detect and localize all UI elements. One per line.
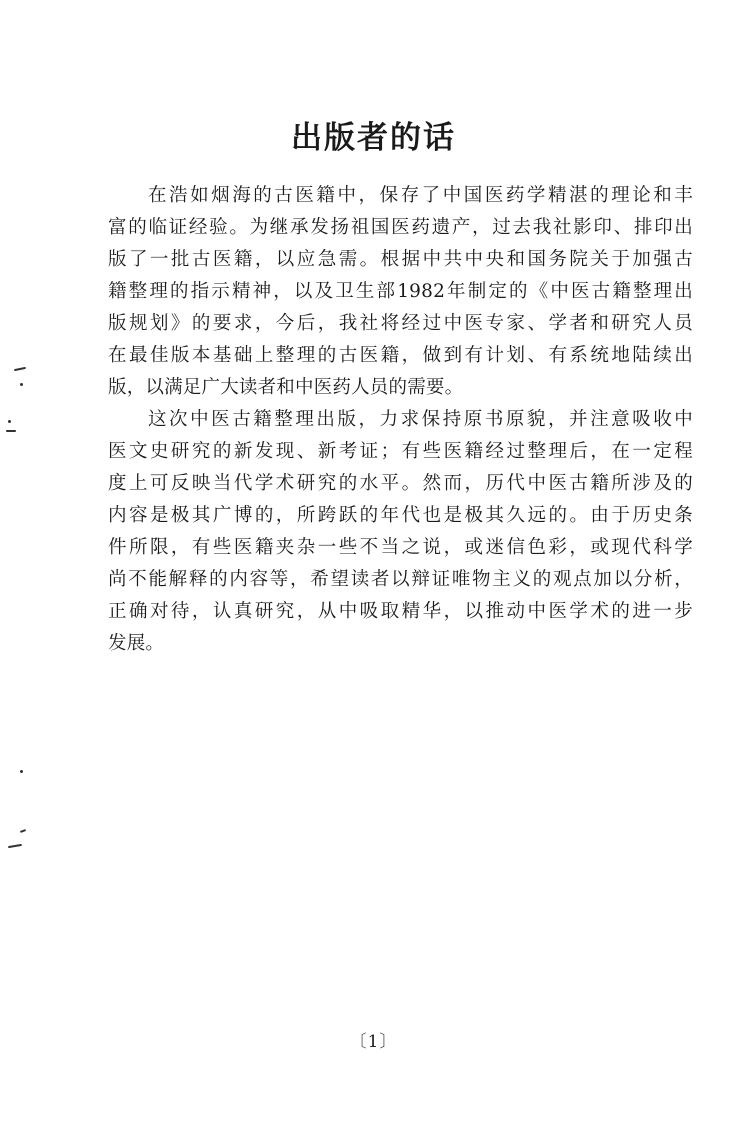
body-text [108, 180, 693, 660]
scan-mark [20, 770, 23, 773]
paragraph-2-line-6: 尚不能解释的内容等，希望读者以辩证唯物主义的观点加以分析， [108, 569, 693, 590]
scan-mark [14, 367, 26, 371]
paragraph-2-line-3: 度上可反映当代学术研究的水平。然而，历代中医古籍所涉及的 [108, 473, 693, 494]
paragraph-2-line-1: 这次中医古籍整理出版，力求保持原书原貌，并注意吸收中 [148, 409, 693, 430]
paragraph-2-line-4: 内容是极其广博的，所跨跃的年代也是极其久远的。由于历史条 [108, 505, 693, 526]
paragraph-2-line-8: 发展。 [108, 633, 165, 654]
paragraph-1-line-3: 版了一批古医籍，以应急需。根据中共中央和国务院关于加强古 [108, 249, 693, 270]
paragraph-2-line-7: 正确对待，认真研究，从中吸取精华，以推动中医学术的进一步 [108, 601, 693, 622]
paragraph-1-line-2: 富的临证经验。为继承发扬祖国医药遗产，过去我社影印、排印出 [108, 217, 693, 238]
scan-mark [20, 829, 26, 833]
scan-mark [6, 430, 16, 432]
paragraph-1-line-1: 在浩如烟海的古医籍中，保存了中国医药学精湛的理论和丰 [148, 185, 693, 206]
paragraph-1-line-6: 在最佳版本基础上整理的古医籍，做到有计划、有系统地陆续出 [108, 345, 693, 366]
paragraph-2-line-5: 件所限，有些医籍夹杂一些不当之说，或迷信色彩，或现代科学 [108, 537, 693, 558]
scan-mark [8, 844, 22, 848]
scan-mark [20, 383, 23, 386]
scan-mark [8, 420, 11, 423]
page-number: 〔1〕 [349, 1032, 398, 1052]
paragraph-1-line-7: 版，以满足广大读者和中医药人员的需要。 [108, 377, 464, 398]
page-title: 出版者的话 [291, 120, 456, 156]
paragraph-2-line-2: 医文史研究的新发现、新考证；有些医籍经过整理后，在一定程 [108, 441, 693, 462]
paragraph-1-line-4: 籍整理的指示精神，以及卫生部1982年制定的《中医古籍整理出 [108, 281, 693, 302]
paragraph-1-line-5: 版规划》的要求，今后，我社将经过中医专家、学者和研究人员 [108, 313, 693, 334]
